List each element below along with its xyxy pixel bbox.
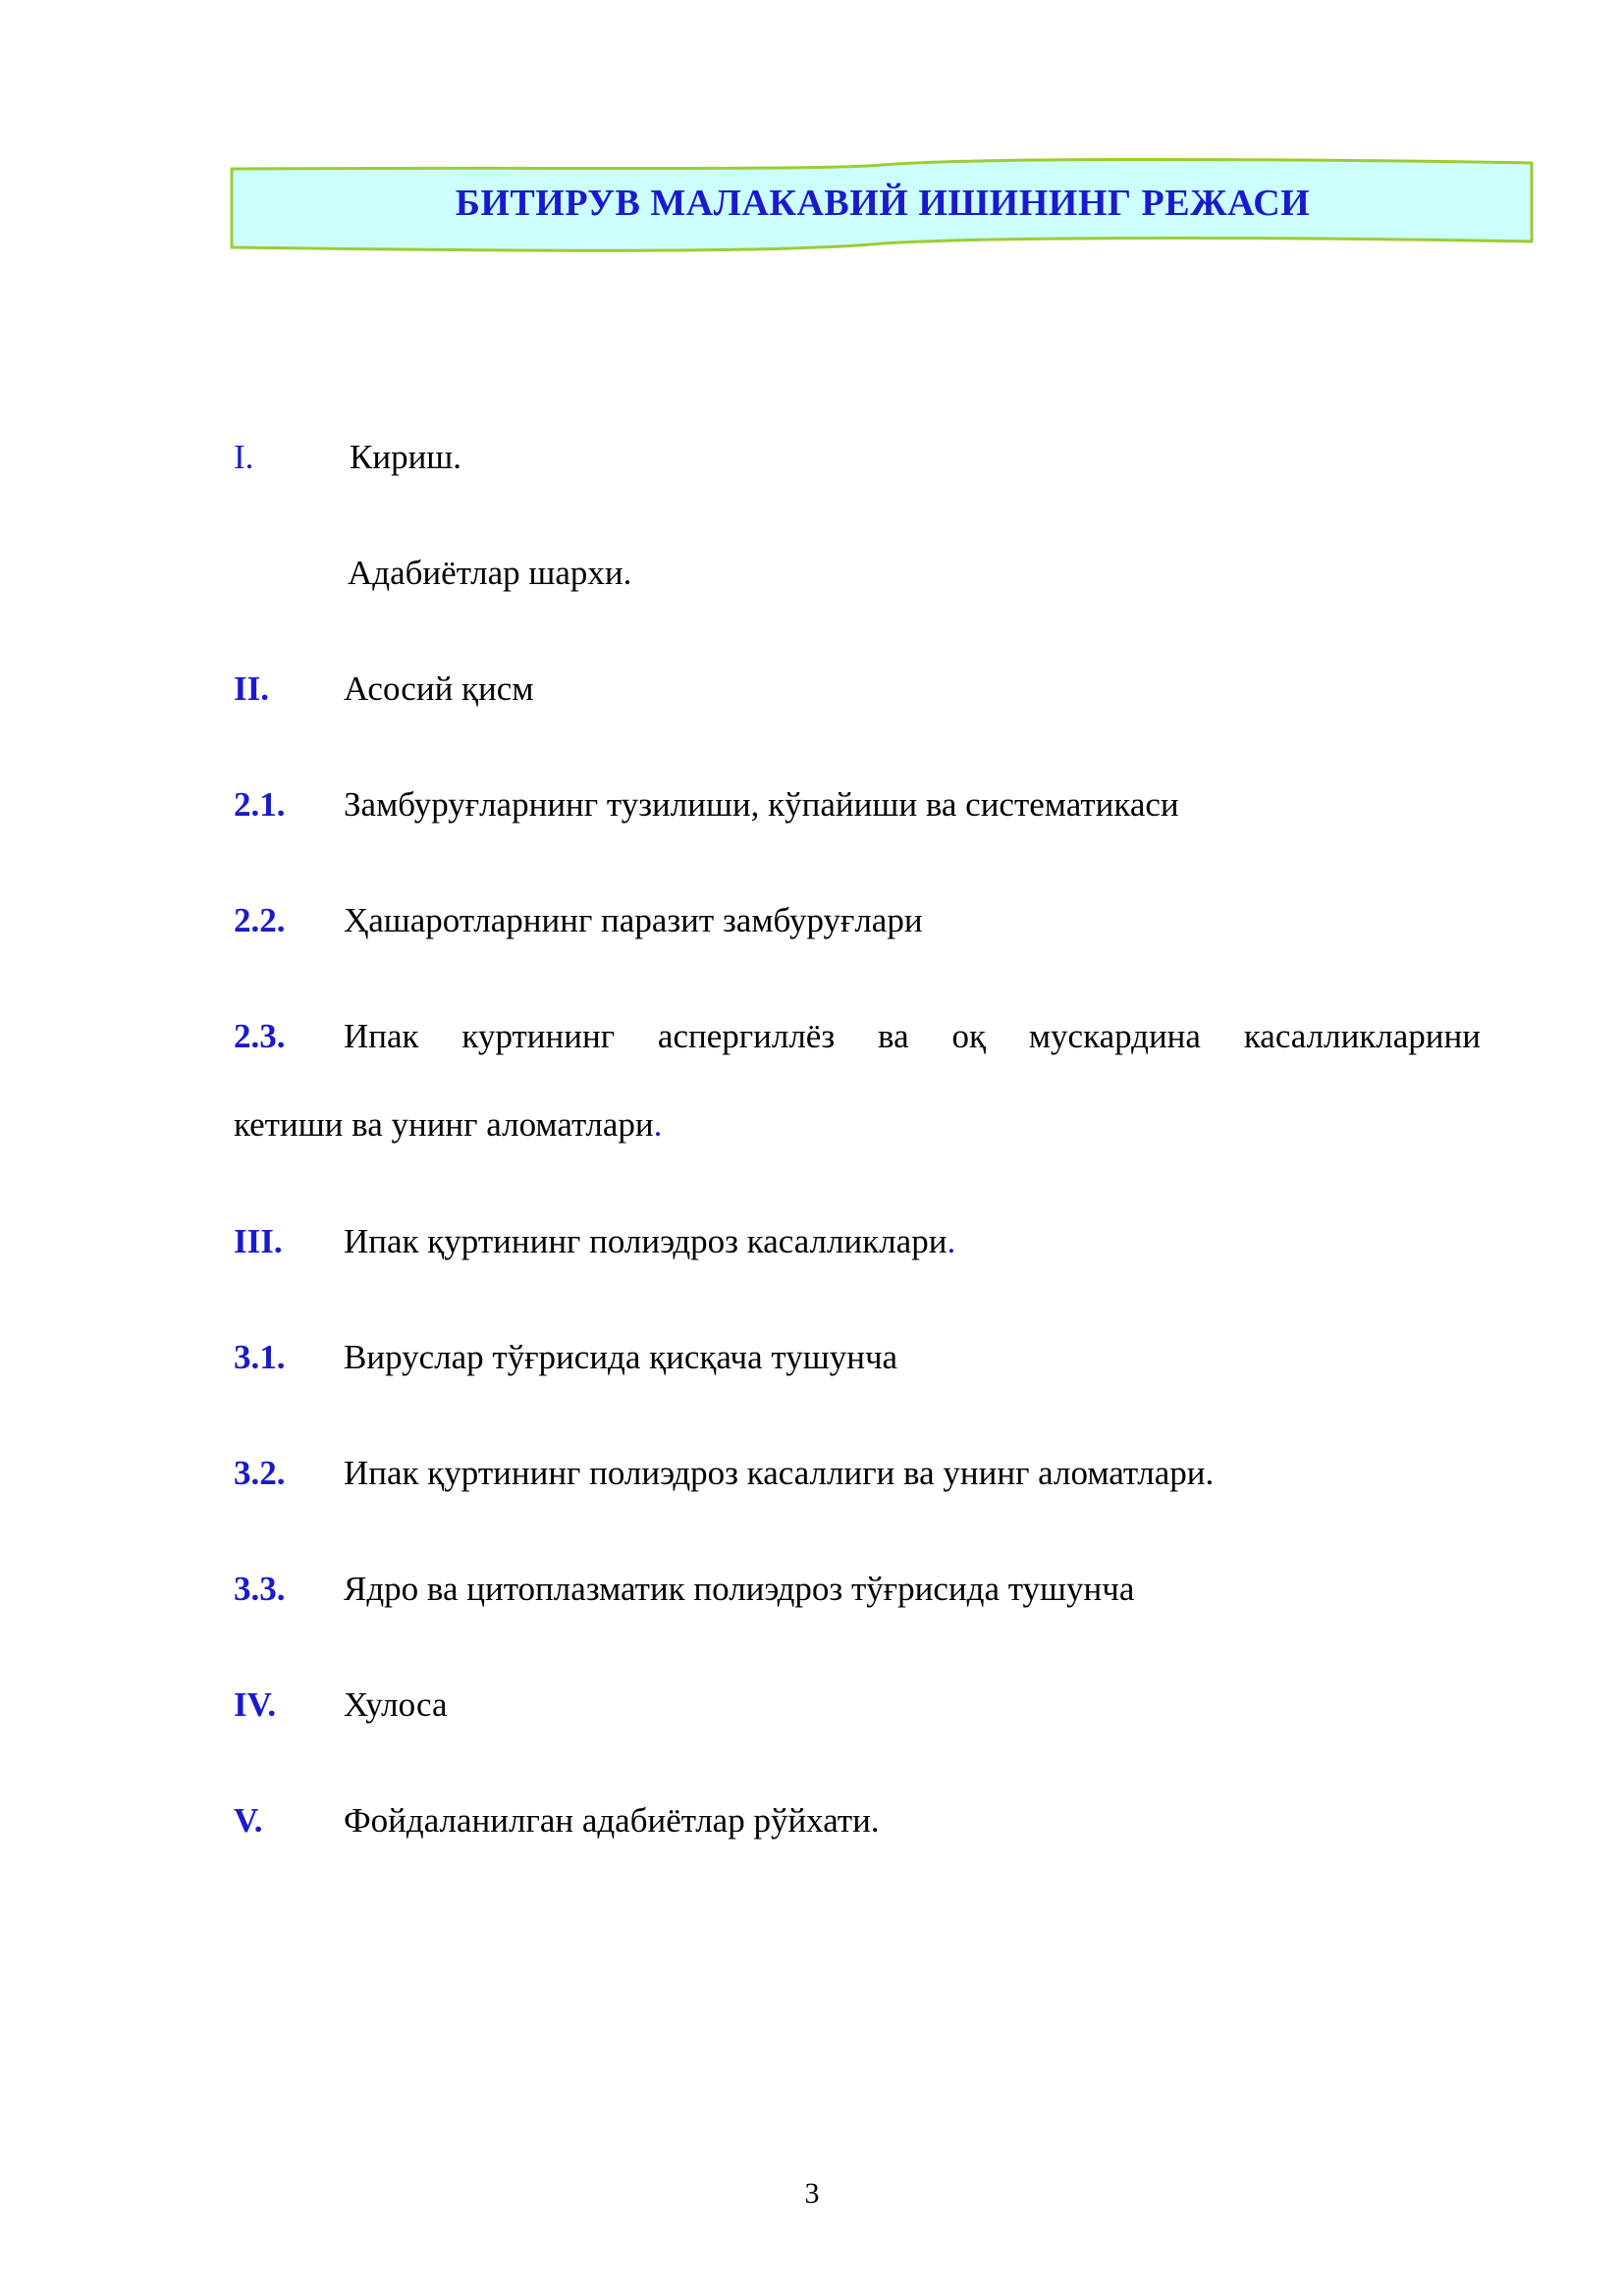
page-number: 3 <box>804 2177 820 2210</box>
toc-item-number: III. <box>234 1222 283 1260</box>
toc-item-number: 2.1. <box>234 785 286 824</box>
toc-item-text: Кириш. <box>350 438 462 476</box>
toc-item-text: Ҳашаротларнинг паразит замбуруғлари <box>344 901 923 939</box>
toc-item-number: 2.2. <box>234 901 286 939</box>
toc-item-continuation-text: кетиши ва унинг аломатлари <box>234 1105 654 1144</box>
toc-item-text: Адабиётлар шархи. <box>348 554 632 592</box>
toc-item-period: . <box>653 1105 663 1144</box>
toc-item-number: 3.2. <box>234 1454 286 1492</box>
toc-item-number: IV. <box>234 1685 277 1724</box>
toc-item-number: II. <box>234 669 269 708</box>
toc-item-text-wrap <box>344 1220 1481 1263</box>
toc-item-period: . <box>947 1222 956 1260</box>
toc-item-number: V. <box>234 1801 263 1840</box>
toc-item-text: Замбуруғларнинг тузилиши, кўпайиши ва систематикаси <box>344 785 1179 824</box>
toc-item-text: Вируслар тўғрисида қисқача тушунча <box>344 1338 898 1376</box>
page-title: БИТИРУВ МАЛАКАВИЙ ИШИНИНГ РЕЖАСИ <box>455 183 1311 224</box>
toc-item-6 <box>234 1015 1481 1152</box>
toc-item-continuation <box>234 1103 662 1147</box>
toc-item-number: I. <box>234 438 254 476</box>
toc-item-number: 3.3. <box>234 1570 286 1608</box>
title-banner <box>230 157 1536 255</box>
toc-item-number: 3.1. <box>234 1338 286 1376</box>
toc-item-text: Ипак қуртининг полиэдроз касалликлари <box>344 1222 947 1260</box>
toc-item-text: Фойдаланилган адабиётлар рўйхати. <box>344 1801 880 1840</box>
toc-item-number: 2.3. <box>234 1017 286 1055</box>
toc-item-text: Асосий қисм <box>344 669 534 708</box>
toc-item-text: Хулоса <box>344 1685 448 1724</box>
toc-item-text: Ядро ва цитоплазматик полиэдроз тўғрисида тушунча <box>344 1570 1135 1608</box>
toc-item-text: Ипак куртининг аспергиллёз ва оқ мускардина касалликларини <box>344 1017 1481 1055</box>
toc-item-text: Ипак қуртининг полиэдроз касаллиги ва унинг аломатлари. <box>344 1454 1215 1492</box>
